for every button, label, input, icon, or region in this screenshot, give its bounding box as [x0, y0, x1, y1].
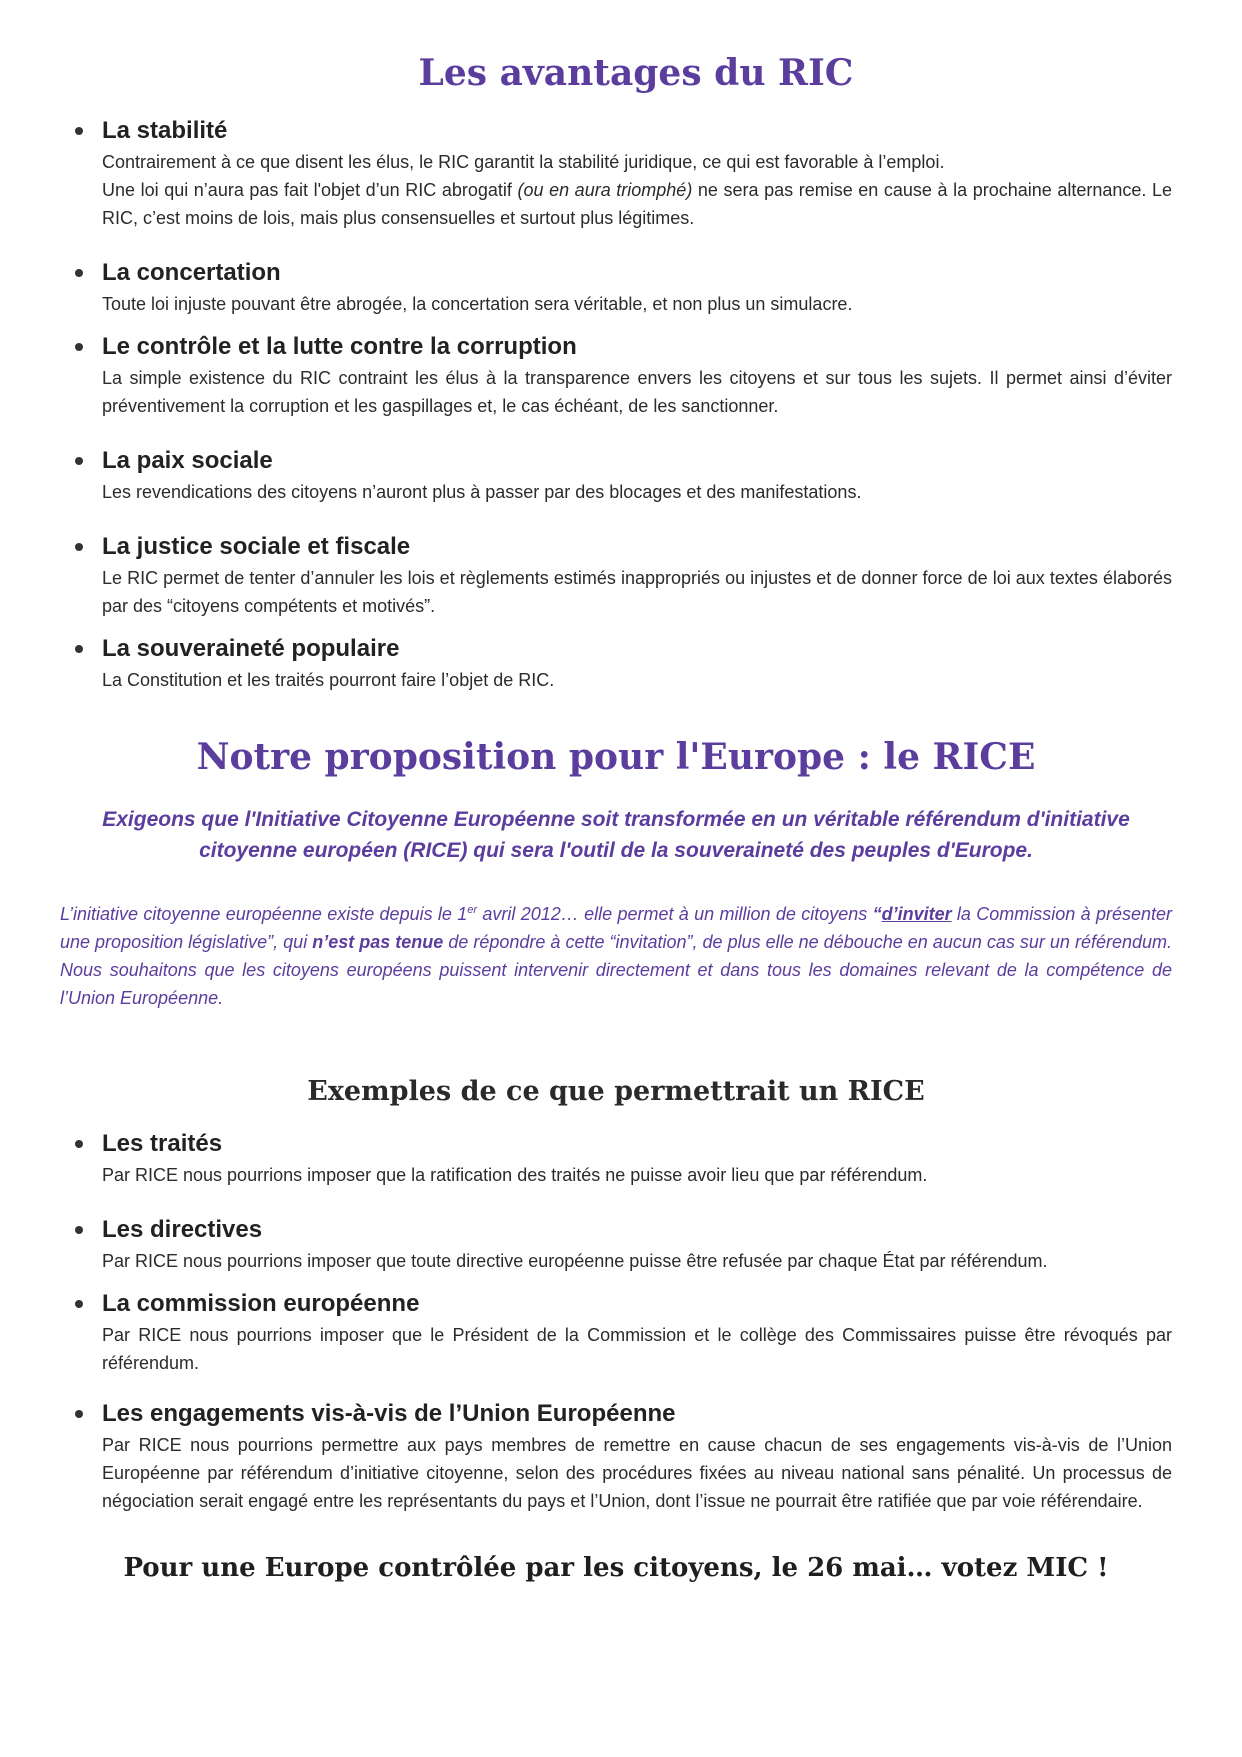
para-text: la Commission à présenter une proposition législative”, qui	[60, 904, 1173, 952]
item-body	[102, 148, 1172, 232]
item-body: Par RICE nous pourrions imposer que toute directive européenne puisse être refusée par chaque État par référendum.	[102, 1251, 1048, 1271]
item-body-line1: Contrairement à ce que disent les élus, le RIC garantit la stabilité juridique, ce qui est favorable à l’emploi.	[102, 152, 945, 172]
list-item	[60, 332, 1172, 420]
item-body: Par RICE nous pourrions permettre aux pays membres de remettre en cause chacun de ses engagements vis-à-vis de l’Union Européenne par référendum d’initiative citoyenne, selon des procédures fixées au niveau national sans pénalité. Un processus de négociation serait engagé entre les représentants du pays et l’Union, dont l’issue ne pourrait être ratifiée que par voie référendaire.	[102, 1435, 1172, 1511]
item-body: La Constitution et les traités pourront faire l’objet de RIC.	[102, 670, 555, 690]
item-body: Par RICE nous pourrions imposer que la ratification des traités ne puisse avoir lieu que par référendum.	[102, 1165, 928, 1185]
list-item	[60, 532, 1172, 620]
bullet-icon	[75, 1226, 83, 1234]
list-item	[60, 258, 1172, 318]
section-title-exemples: Exemples de ce que permettrait un RICE	[307, 1076, 925, 1107]
item-title: La stabilité	[102, 117, 228, 144]
para-text: de répondre à cette “invitation”, de plus elle ne débouche en aucun cas sur un référendum. Nous souhaitons que les citoyens européens puissent intervenir directement et dans tous les domaines relevant de la compétence de l’Union Européenne.	[60, 932, 1172, 1008]
bullet-icon	[75, 1410, 83, 1418]
exemples-list	[60, 1129, 1172, 1515]
ice-paragraph	[60, 896, 1172, 1012]
item-body-italic: (ou en aura triomphé)	[517, 180, 693, 200]
list-item	[60, 1129, 1172, 1189]
section-title-avantages: Les avantages du RIC	[418, 52, 854, 94]
para-text: avril 2012… elle permet à un million de citoyens	[477, 904, 873, 924]
item-title: La justice sociale et fiscale	[102, 533, 411, 560]
list-item	[60, 634, 1172, 694]
para-superscript: er	[467, 904, 478, 916]
bullet-icon	[75, 269, 83, 277]
intro-statement: Exigeons que l'Initiative Citoyenne Européenne soit transformée en un véritable référendum d'initiative citoyenne européen (RICE) qui sera l'outil de la souveraineté des peuples d'Europe.	[102, 808, 1130, 862]
closing-slogan: Pour une Europe contrôlée par les citoyens, le 26 mai… votez MIC !	[123, 1553, 1109, 1583]
item-body: Le RIC permet de tenter d’annuler les lois et règlements estimés inappropriés ou injustes et de donner force de loi aux textes élaborés par des “citoyens compétents et motivés”.	[102, 568, 1172, 616]
para-quote: “	[872, 904, 882, 924]
item-title: La concertation	[102, 259, 281, 286]
para-bold: n’est pas tenue	[312, 932, 444, 952]
item-title: Les engagements vis-à-vis de l’Union Européenne	[102, 1400, 676, 1427]
item-title: La paix sociale	[102, 447, 273, 474]
section-title-proposition: Notre proposition pour l'Europe : le RICE	[196, 736, 1036, 778]
item-title: Les traités	[102, 1130, 223, 1157]
bullet-icon	[75, 127, 83, 135]
item-body: Les revendications des citoyens n’auront plus à passer par des blocages et des manifestations.	[102, 482, 862, 502]
list-item	[60, 1399, 1172, 1515]
avantages-list	[60, 116, 1172, 694]
bullet-icon	[75, 1140, 83, 1148]
bullet-icon	[75, 645, 83, 653]
item-body: Par RICE nous pourrions imposer que le Président de la Commission et le collège des Commissaires puisse être révoqués par référendum.	[102, 1325, 1172, 1373]
list-item	[60, 1289, 1172, 1377]
para-underlined: d’inviter	[881, 904, 952, 924]
item-title: La souveraineté populaire	[102, 635, 400, 662]
item-title: Les directives	[102, 1216, 263, 1243]
bullet-icon	[75, 1300, 83, 1308]
list-item	[60, 1215, 1172, 1275]
item-body: Toute loi injuste pouvant être abrogée, la concertation sera véritable, et non plus un simulacre.	[102, 294, 853, 314]
item-body: La simple existence du RIC contraint les élus à la transparence envers les citoyens et sur tous les sujets. Il permet ainsi d’éviter préventivement la corruption et les gaspillages et, le cas échéant, de les sanctionner.	[102, 368, 1172, 416]
para-text: L’initiative citoyenne européenne existe depuis le 1	[60, 904, 468, 924]
item-title: Le contrôle et la lutte contre la corruption	[102, 333, 577, 360]
item-title: La commission européenne	[102, 1290, 420, 1317]
item-body-line2-end: ne sera pas remise en cause à la prochaine alternance. Le RIC, c’est moins de lois, mais plus consensuelles et surtout plus légitimes.	[102, 180, 1172, 228]
list-item	[60, 446, 1172, 506]
bullet-icon	[75, 543, 83, 551]
list-item	[60, 116, 1172, 232]
bullet-icon	[75, 457, 83, 465]
item-body-line2: Une loi qui n’aura pas fait l'objet d’un RIC abrogatif	[102, 180, 518, 200]
bullet-icon	[75, 343, 83, 351]
